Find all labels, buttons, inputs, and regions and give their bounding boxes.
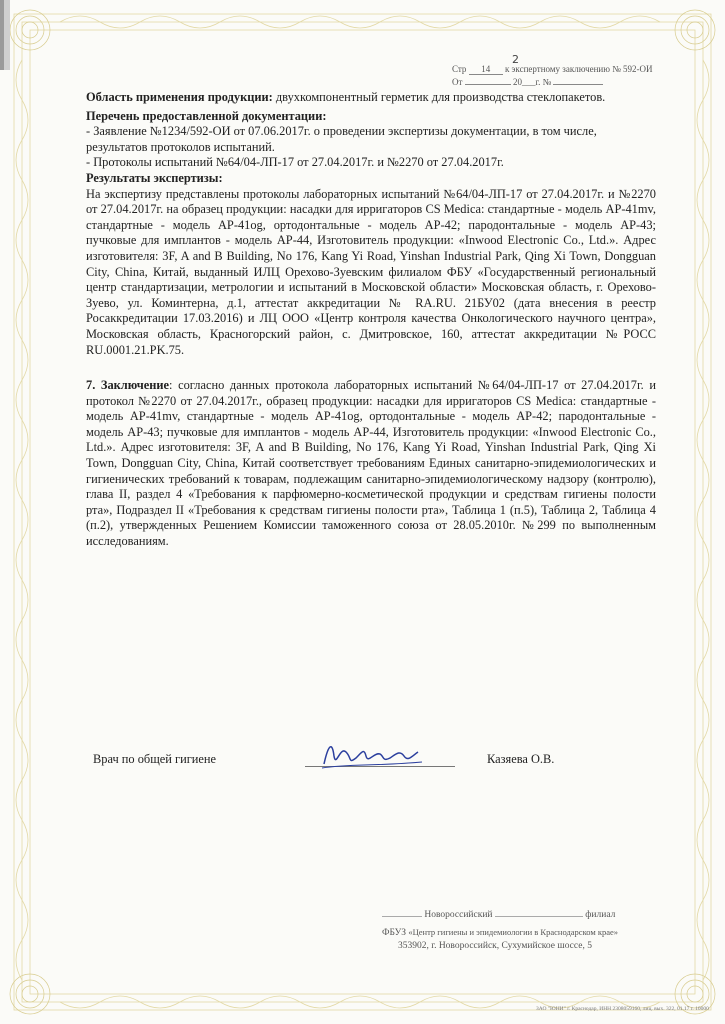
number-label: № <box>542 77 552 87</box>
footer-branch-name: Новороссийский <box>424 910 493 920</box>
handwritten-mark: 2 <box>512 53 519 66</box>
scope-label: Область применения продукции: <box>86 90 273 104</box>
date-label: От <box>452 77 463 87</box>
date-year: 20___г. <box>512 77 541 87</box>
conclusion-paragraph <box>86 378 656 550</box>
docs-item: - Протоколы испытаний №64/04-ЛП-17 от 27.04.2017г. и №2270 от 27.04.2017г. <box>86 155 504 170</box>
results-title: Результаты экспертизы: <box>86 170 223 185</box>
signer-name: Казяева О.В. <box>487 752 555 766</box>
footer-branch-suffix: филиал <box>585 910 616 920</box>
conclusion-label: 7. Заключение <box>86 378 170 393</box>
signature-row <box>93 748 613 778</box>
document-body <box>86 90 656 550</box>
footer-address: 353902, г. Новороссийск, Сухумийское шоссе, 5 <box>398 941 592 951</box>
results-text: На экспертизу представлены протоколы лабораторных испытаний №64/04-ЛП-17 от 27.04.2017г. и №2270 от 27.04.2017г. на образец продукции: насадки для ирригаторов CS Medica: стандартные - модель AP-41mv, стандартные - модель AP-41og, ортодонтальные - модель AP-42; пародонтальные - модель AP-43; пучковые для имплантов - модель AP-44, Изготовитель продукции: «Inwood Electronic Co., Ltd.». Адрес изготовителя: 3F, A and B Building, No 176, Kang Yi Road, Yinshan Industrial Park, Qing Xi Town, Dongguan City, China, Китай, выданный ИЛЦ Орехово-Зуевским филиалом ФБУ «Государственный региональный центр стандартизации, метрологии и испытаний в Московской области» Московская область, г. Орехово-Зуево, ул. Коминтерна, д.1, аттестат аккредитации № RA.RU. 21БУ02 (дата внесения в реестр Росаккредитации 17.03.2016) и ЛЦ ООО «Центр контроля качества Онкологического научного центра», Московская область, Красногорский район, с. Дмитровское, 160, аттестат аккредитации №РОСС RU.0001.21.PK.75. <box>86 186 656 357</box>
footer-org-line <box>382 927 618 938</box>
conclusion-text: : согласно данных протокола лабораторных испытаний №64/04-ЛП-17 от 27.04.2017г. и протокол №2270 от 27.04.2017г., образец продукции: насадки для ирригаторов CS Medica: стандартные - модель AP-41mv, стандартные - модель AP-41og, ортодонтальные - модель AP-42; пародонтальные - модель AP-43; пучковые для имплантов - модель AP-44, Изготовитель продукции: «Inwood Electronic Co., Ltd.». Адрес изготовителя: 3F, A and B Building, No 176, Kang Yi Road, Yinshan Industrial Park, Qing Xi Town, Dongguan City, China, Китай соответствует требованиям Единых санитарно-эпидемиологических и гигиенических требований к товарам, подлежащим санитарно-эпидемиологическому надзору (контролю), глава II, раздел 4 «Требования к парфюмерно-косметической продукции и средствам гигиены полости рта», Подраздел II «Требования к средствам гигиены полости рта», Таблица 1 (п.5), Таблица 2, Таблица 4 (п.2), утвержденных Решением Комиссии таможенного союза от 28.05.2010г. №299 по выполненным исследованиям. <box>86 378 656 549</box>
footer-branch-line <box>382 910 615 920</box>
signer-position: Врач по общей гигиене <box>93 752 217 766</box>
page-label: Стр <box>452 64 467 74</box>
header-page-line <box>452 64 653 75</box>
docs-item: - Заявление №1234/592-ОИ от 07.06.2017г. о проведении экспертизы документации, в том числе, результатов протоколов испытаний. <box>86 124 597 154</box>
docs-title: Перечень предоставленной документации: <box>86 108 327 123</box>
scope-paragraph <box>86 90 656 106</box>
scope-text: двухкомпонентный герметик для производства стеклопакетов. <box>272 90 606 104</box>
footer-org-name: «Центр гигиены и эпидемиологии в Краснодарском крае» <box>408 927 619 937</box>
printer-line: ЗАО "ЮНИ" г. Краснодар, ИНН 2308059160, лиц. вых. 322, 01.17 г. 10000 <box>536 1006 709 1012</box>
header-date-line <box>452 77 603 87</box>
document-ref: к экспертному заключению <box>504 64 610 74</box>
footer-org-prefix: ФБУЗ <box>382 928 406 938</box>
signature-handwriting <box>318 734 428 774</box>
page-number: 14 <box>481 64 491 74</box>
doc-number: № 592-ОИ <box>612 64 653 74</box>
